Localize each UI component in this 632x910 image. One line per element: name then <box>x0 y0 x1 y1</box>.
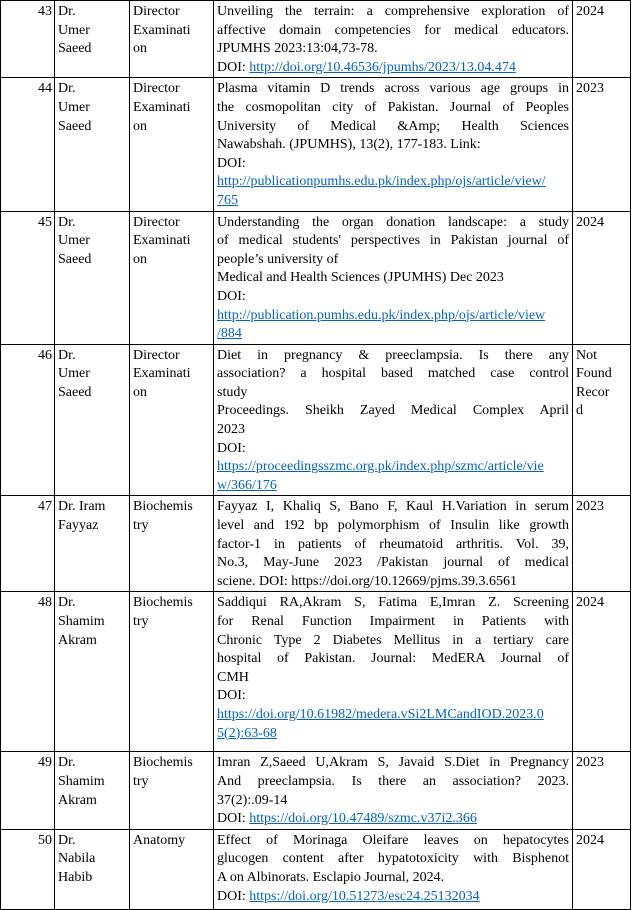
doi-line <box>217 810 569 829</box>
department-line: Biochemis <box>133 595 193 611</box>
department-line: try <box>133 774 149 789</box>
year-cell <box>573 496 631 592</box>
row-number: 48 <box>38 595 52 611</box>
publication-text-line: Proceedings. Sheikh Zayed Medical Complex April <box>217 403 569 419</box>
table-row <box>1 752 631 829</box>
publication-text-line: Understanding the organ donation landscape: a study <box>217 214 569 230</box>
doi-link[interactable]: http://publication.pumhs.edu.pk/index.php/ojs/article/view <box>217 307 546 323</box>
author-name-line: Shamim <box>58 774 105 789</box>
publication-text-line: the cosmopolitan city of Pakistan. Journal of Peoples <box>217 99 569 115</box>
table-row <box>1 592 631 752</box>
department-line: Biochemis <box>133 499 193 515</box>
doi-label: DOI: <box>217 59 250 75</box>
row-number-cell <box>1 592 55 752</box>
author-name-line: Dr. <box>58 214 76 230</box>
department-line: on <box>133 251 147 267</box>
table-row <box>1 344 631 496</box>
year-cell <box>573 211 631 344</box>
publication-text-line: factor-1 in patients of rheumatoid arthritis. Vol. 39, <box>217 536 569 552</box>
year-line: 2024 <box>576 595 604 611</box>
year-line: 2023 <box>576 755 604 771</box>
publication-text-line: association? a hospital based matched case control <box>217 366 569 382</box>
publication-cell <box>214 1 573 78</box>
department-line: try <box>133 518 149 534</box>
doi-link-line <box>217 706 569 725</box>
author-name-line: Akram <box>58 792 97 808</box>
doi-link-line <box>217 477 569 496</box>
author-cell <box>55 496 130 592</box>
doi-link[interactable]: https://doi.org/10.47489/szmc.v37i2.366 <box>249 811 477 827</box>
doi-link[interactable]: /884 <box>217 326 242 342</box>
publication-text-line: 2023 <box>217 422 245 438</box>
publication-text-line: DOI: <box>217 440 246 456</box>
author-cell <box>55 829 130 909</box>
row-number-cell <box>1 829 55 909</box>
author-name-line: Fayyaz <box>58 518 99 534</box>
publication-text-line: level and 192 bp polymorphism of Insulin like growth <box>217 518 569 534</box>
publication-cell <box>214 592 573 752</box>
row-number: 46 <box>38 347 52 363</box>
doi-line <box>217 59 569 78</box>
year-cell <box>573 344 631 496</box>
publication-text-line: Saddiqui RA,Akram S, Fatima E,Imran Z. Screening <box>217 595 569 611</box>
author-name-line: Umer <box>58 233 90 249</box>
publication-text-line: Chronic Type 2 Diabetes Mellitus in a tertiary care <box>217 632 569 648</box>
publication-cell <box>214 211 573 344</box>
row-number: 49 <box>38 755 52 771</box>
year-cell <box>573 78 631 211</box>
publication-cell <box>214 78 573 211</box>
publication-text-line: hospital of Pakistan. Journal: MedERA Journal of <box>217 651 569 667</box>
author-name-line: Saeed <box>58 384 92 400</box>
publication-text-line: No.3, May-June 2023 /Pakistan journal of medical <box>217 555 569 571</box>
doi-link[interactable]: 765 <box>217 192 238 208</box>
department-cell <box>130 344 214 496</box>
author-name-line: Nabila <box>58 851 96 867</box>
year-line: 2023 <box>576 81 604 97</box>
author-name-line: Umer <box>58 99 90 115</box>
author-name-line: Akram <box>58 632 97 648</box>
doi-link[interactable]: https://doi.org/10.61982/medera.vSi2LMCandIOD.2023.0 <box>217 706 544 722</box>
author-cell <box>55 211 130 344</box>
department-line: Biochemis <box>133 755 193 771</box>
author-cell <box>55 592 130 752</box>
year-cell <box>573 829 631 909</box>
year-cell <box>573 1 631 78</box>
publication-text-line: A on Albinorats. Esclapio Journal, 2024. <box>217 869 445 885</box>
row-number: 44 <box>38 81 52 97</box>
doi-link[interactable]: https://proceedingsszmc.org.pk/index.php/szmc/article/vie <box>217 459 544 475</box>
department-line: try <box>133 614 149 629</box>
doi-link-line <box>217 307 569 326</box>
author-name-line: Saeed <box>58 251 92 267</box>
row-number-cell <box>1 752 55 829</box>
department-line: Director <box>133 214 180 230</box>
doi-link[interactable]: https://doi.org/10.51273/esc24.25132034 <box>249 888 480 904</box>
doi-label: DOI: <box>217 811 250 827</box>
publication-cell <box>214 829 573 909</box>
publication-text-line: Unveiling the terrain: a comprehensive exploration of <box>217 4 569 19</box>
doi-link[interactable]: 5(2):63-68 <box>217 725 277 741</box>
row-number-cell <box>1 344 55 496</box>
department-cell <box>130 1 214 78</box>
doi-line <box>217 888 569 907</box>
author-name-line: Umer <box>58 366 90 382</box>
publication-text-line: affective domain competencies for medical educators. <box>217 22 569 38</box>
department-line: Examinati <box>133 99 191 115</box>
author-name-line: Saeed <box>58 118 92 134</box>
publication-text-line: sciene. DOI: https://doi.org/10.12669/pjms.39.3.6561 <box>217 573 517 589</box>
table-row <box>1 829 631 909</box>
year-line: 2024 <box>576 4 604 19</box>
table-row <box>1 1 631 78</box>
publication-text-line: study <box>217 384 248 400</box>
publication-cell <box>214 496 573 592</box>
doi-link[interactable]: http://doi.org/10.46536/jpumhs/2023/13.04.474 <box>249 59 516 75</box>
author-name-line: Shamim <box>58 614 105 629</box>
row-number-cell <box>1 1 55 78</box>
table-row <box>1 211 631 344</box>
author-name-line: Umer <box>58 22 90 38</box>
publication-text-line: University of Medical &Amp; Health Sciences <box>217 118 569 134</box>
doi-link-line <box>217 192 569 211</box>
year-line: 2024 <box>576 832 604 848</box>
department-cell <box>130 592 214 752</box>
publication-text-line: DOI: <box>217 688 246 704</box>
publication-text-line: DOI: <box>217 155 246 171</box>
doi-link-line <box>217 725 569 744</box>
doi-link-line <box>217 325 569 344</box>
publication-text-line: Diet in pregnancy & preeclampsia. Is there any <box>217 347 569 363</box>
publication-text-line: people’s university of <box>217 251 339 267</box>
department-line: Examinati <box>133 366 191 382</box>
row-number-cell <box>1 496 55 592</box>
department-line: Director <box>133 81 180 97</box>
publication-text-line: 37(2):.09-14 <box>217 792 288 808</box>
year-line: Found <box>576 366 612 382</box>
author-cell <box>55 344 130 496</box>
row-number-cell <box>1 78 55 211</box>
author-name-line: Dr. <box>58 4 76 19</box>
publication-text-line: Fayyaz I, Khaliq S, Bano F, Kaul H.Variation in serum <box>217 499 569 515</box>
doi-label: DOI: <box>217 888 250 904</box>
publication-text-line: Nawabshah. (JPUMHS), 13(2), 177-183. Link: <box>217 137 481 153</box>
doi-link-line <box>217 458 569 477</box>
department-cell <box>130 829 214 909</box>
author-name-line: Habib <box>58 869 93 885</box>
author-name-line: Dr. <box>58 595 76 611</box>
year-cell <box>573 592 631 752</box>
author-cell <box>55 752 130 829</box>
department-line: on <box>133 118 147 134</box>
department-line: Director <box>133 347 180 363</box>
department-line: on <box>133 41 147 57</box>
doi-link[interactable]: w/366/176 <box>217 477 277 493</box>
author-cell <box>55 1 130 78</box>
publication-text-line: glucogen content after hypatotoxicity with Bisphenot <box>217 851 569 867</box>
publication-text-line: DOI: <box>217 288 246 304</box>
department-cell <box>130 752 214 829</box>
table-body <box>1 1 631 910</box>
author-name-line: Dr. Iram <box>58 499 106 515</box>
publication-text-line: Imran Z,Saeed U,Akram S, Javaid S.Diet in Pregnancy <box>217 755 569 771</box>
row-number-cell <box>1 211 55 344</box>
publication-text-line: JPUMHS 2023:13:04,73-78. <box>217 41 378 57</box>
publication-text-line: CMH <box>217 669 249 685</box>
author-name-line: Dr. <box>58 81 76 97</box>
department-cell <box>130 496 214 592</box>
department-cell <box>130 211 214 344</box>
year-line: Recor <box>576 384 610 400</box>
department-line: Examinati <box>133 233 191 249</box>
publication-text-line: Medical and Health Sciences (JPUMHS) Dec 2023 <box>217 270 504 286</box>
row-number: 43 <box>38 4 52 19</box>
author-name-line: Saeed <box>58 41 92 57</box>
author-name-line: Dr. <box>58 832 76 848</box>
department-line: Examinati <box>133 22 191 38</box>
department-line: Director <box>133 4 180 19</box>
year-line: 2024 <box>576 214 604 230</box>
doi-link-line <box>217 173 569 192</box>
author-name-line: Dr. <box>58 347 76 363</box>
author-name-line: Dr. <box>58 755 76 771</box>
publication-cell <box>214 752 573 829</box>
publication-cell <box>214 344 573 496</box>
publication-text-line: Effect of Morinaga Oleifare leaves on hepatocytes <box>217 832 569 848</box>
department-line: on <box>133 384 147 400</box>
department-cell <box>130 78 214 211</box>
row-number: 47 <box>38 499 52 515</box>
year-line: d <box>576 403 583 419</box>
row-number: 45 <box>38 214 52 230</box>
year-line: Not <box>576 347 597 363</box>
publication-text-line: Plasma vitamin D trends across various age groups in <box>217 81 569 97</box>
year-cell <box>573 752 631 829</box>
publication-text-line: of medical students' perspectives in Pakistan journal of <box>217 233 569 249</box>
author-cell <box>55 78 130 211</box>
table-row <box>1 78 631 211</box>
publication-text-line: for Renal Function Impairment in Patients with <box>217 614 569 629</box>
row-number: 50 <box>38 832 52 848</box>
doi-link[interactable]: http://publicationpumhs.edu.pk/index.php/ojs/article/view/ <box>217 174 546 190</box>
publication-text-line: And preeclampsia. Is there an association? 2023. <box>217 774 569 789</box>
department-line: Anatomy <box>133 832 186 848</box>
year-line: 2023 <box>576 499 604 515</box>
table-row <box>1 496 631 592</box>
